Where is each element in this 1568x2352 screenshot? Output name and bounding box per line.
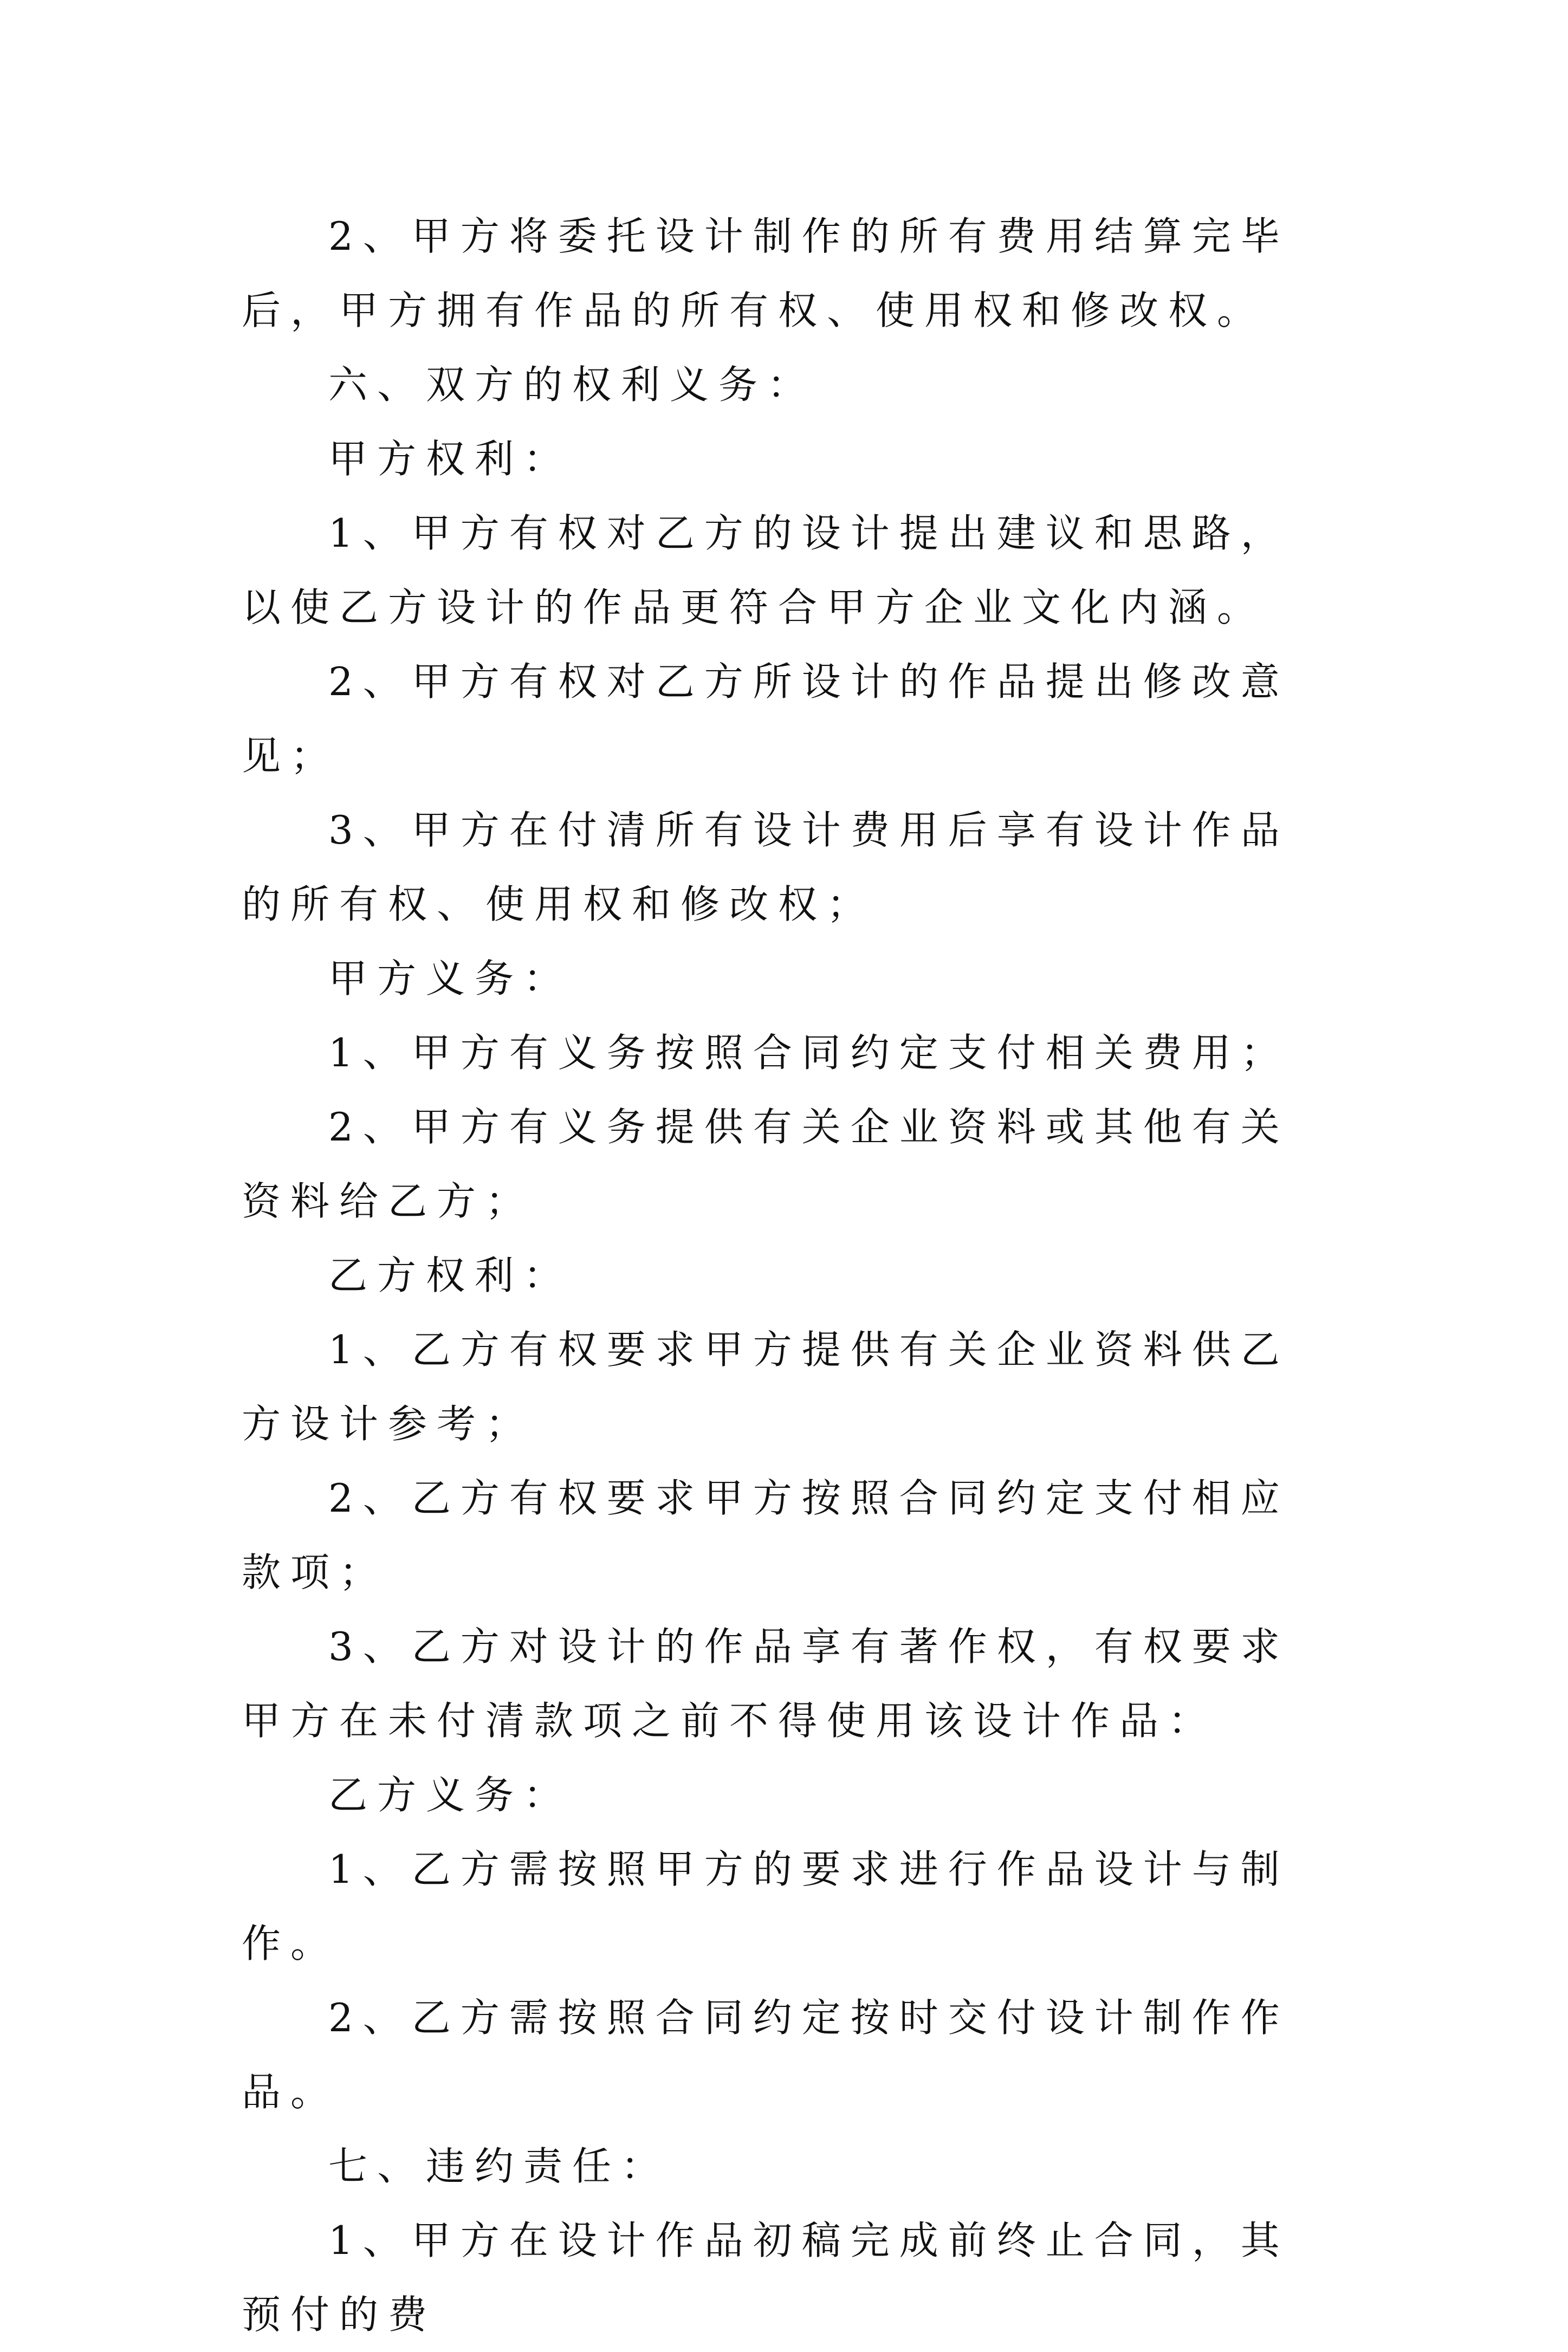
paragraph: 1、乙方需按照甲方的要求进行作品设计与制作。 bbox=[242, 1846, 1290, 1966]
paragraph: 2、乙方需按照合同约定按时交付设计制作作品。 bbox=[242, 1995, 1290, 2115]
paragraph: 1、甲方有义务按照合同约定支付相关费用； bbox=[328, 1030, 1290, 1075]
paragraph: 2、甲方有义务提供有关企业资料或其他有关资料给乙方； bbox=[242, 1104, 1290, 1224]
document-body bbox=[242, 199, 1325, 2352]
section-heading-rights-obligations: 六、双方的权利义务： bbox=[328, 362, 817, 407]
paragraph: 3、甲方在付清所有设计费用后享有设计作品的所有权、使用权和修改权； bbox=[242, 807, 1290, 927]
paragraph: 1、乙方有权要求甲方提供有关企业资料供乙方设计参考； bbox=[242, 1327, 1290, 1447]
paragraph: 1、甲方有权对乙方的设计提出建议和思路，以使乙方设计的作品更符合甲方企业文化内涵。 bbox=[242, 510, 1290, 630]
section-heading-breach-liability: 七、违约责任： bbox=[328, 2143, 670, 2189]
subheading-party-b-rights: 乙方权利： bbox=[328, 1253, 573, 1298]
subheading-party-a-rights: 甲方权利： bbox=[328, 436, 573, 482]
subheading-party-b-obligations: 乙方义务： bbox=[328, 1772, 573, 1818]
subheading-party-a-obligations: 甲方义务： bbox=[328, 956, 573, 1001]
paragraph: 2、甲方有权对乙方所设计的作品提出修改意见； bbox=[242, 659, 1290, 779]
paragraph: 3、乙方对设计的作品享有著作权，有权要求甲方在未付清款项之前不得使用该设计作品： bbox=[242, 1624, 1290, 1744]
paragraph: 1、甲方在设计作品初稿完成前终止合同，其预付的费 bbox=[242, 2218, 1290, 2337]
paragraph: 2、甲方将委托设计制作的所有费用结算完毕后，甲方拥有作品的所有权、使用权和修改权。 bbox=[242, 213, 1290, 333]
paragraph: 2、乙方有权要求甲方按照合同约定支付相应款项； bbox=[242, 1475, 1290, 1595]
